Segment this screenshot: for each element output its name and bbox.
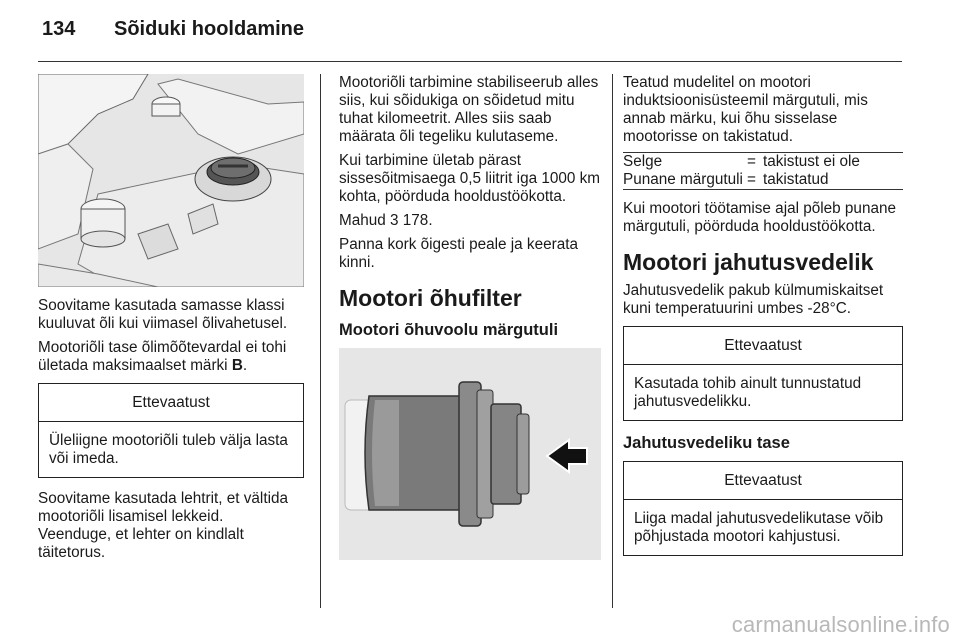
coolant-heading: Mootori jahutusvedelik <box>623 249 874 275</box>
oil-consumption-paragraph: Mootoriõli tarbimine stabiliseerub alles siis, kui sõidukiga on sõidetud mitu tuhat kilomeetrit. Alles siis saab määrata õli tegeliku kulutaseme. <box>339 74 599 145</box>
indicator-paragraph: Teatud mudelitel on mootori induktsioonisüsteemil märgutuli, mis annab märku, kui õhu sisselase mootorisse on takistatud. <box>623 74 868 145</box>
caution-title: Ettevaatust <box>624 462 902 500</box>
column-divider <box>320 74 321 608</box>
cap-closing-paragraph: Panna kork õigesti peale ja keerata kinni. <box>339 236 578 271</box>
capacities-reference: Mahud 3 178. <box>339 212 433 229</box>
caution-text: Liiga madal jahutusvedelikutase võib põhjustada mootori kahjustusi. <box>634 510 884 545</box>
page-header <box>42 18 304 48</box>
table-row: Punane märgutuli = takistatud <box>623 171 903 190</box>
column-middle <box>339 74 604 560</box>
caution-title: Ettevaatust <box>39 384 303 422</box>
caution-box <box>38 383 304 478</box>
caution-text: Kasutada tohib ainult tunnustatud jahutusvedelikku. <box>634 375 862 410</box>
funnel-paragraph: Soovitame kasutada lehtrit, et vältida mootoriõli lisamisel lekkeid. <box>38 490 288 525</box>
air-indicator-subheading: Mootori õhuvoolu märgutuli <box>339 321 559 339</box>
caution-text: Üleliigne mootoriõli tuleb välja lasta või imeda. <box>49 432 288 467</box>
column-divider <box>612 74 613 608</box>
caution-title: Ettevaatust <box>624 327 902 365</box>
engine-oil-cap-illustration <box>38 74 304 287</box>
page-title: Sõiduki hooldamine <box>114 18 305 40</box>
header-divider <box>38 61 902 62</box>
dipstick-paragraph: Mootoriõli tase õlimõõtevardal ei tohi ületada maksimaalset märki B. <box>38 339 287 374</box>
funnel-check-paragraph: Veenduge, et lehter on kindlalt täitetorus. <box>38 526 244 561</box>
caution-box <box>623 326 903 421</box>
red-indicator-paragraph: Kui mootori töötamise ajal põleb punane märgutuli, pöörduda hooldustöökotta. <box>623 200 896 235</box>
indicator-status-table <box>623 152 903 190</box>
page-number: 134 <box>42 18 76 40</box>
table-row: Selge = takistust ei ole <box>623 153 903 172</box>
column-right <box>623 74 903 568</box>
watermark-link[interactable]: carmanualsonline.info <box>731 612 950 637</box>
mark-b: B <box>231 357 243 374</box>
consumption-limit-paragraph: Kui tarbimine ületab pärast sissesõitmisaega 0,5 liitrit iga 1000 km kohta, pöörduda hooldustöökotta. <box>339 152 601 205</box>
air-flow-indicator-illustration <box>339 348 601 560</box>
column-left <box>38 74 304 568</box>
caution-box <box>623 461 903 556</box>
coolant-protection-paragraph: Jahutusvedelik pakub külmumiskaitset kuni temperatuurini umbes -28°C. <box>623 282 884 317</box>
oil-class-paragraph: Soovitame kasutada samasse klassi kuuluvat õli kui viimasel õlivahetusel. <box>38 297 288 332</box>
coolant-level-subheading: Jahutusvedeliku tase <box>623 434 790 452</box>
air-filter-heading: Mootori õhufilter <box>339 285 522 311</box>
page-reference-arrow-icon: 3 <box>390 212 399 229</box>
